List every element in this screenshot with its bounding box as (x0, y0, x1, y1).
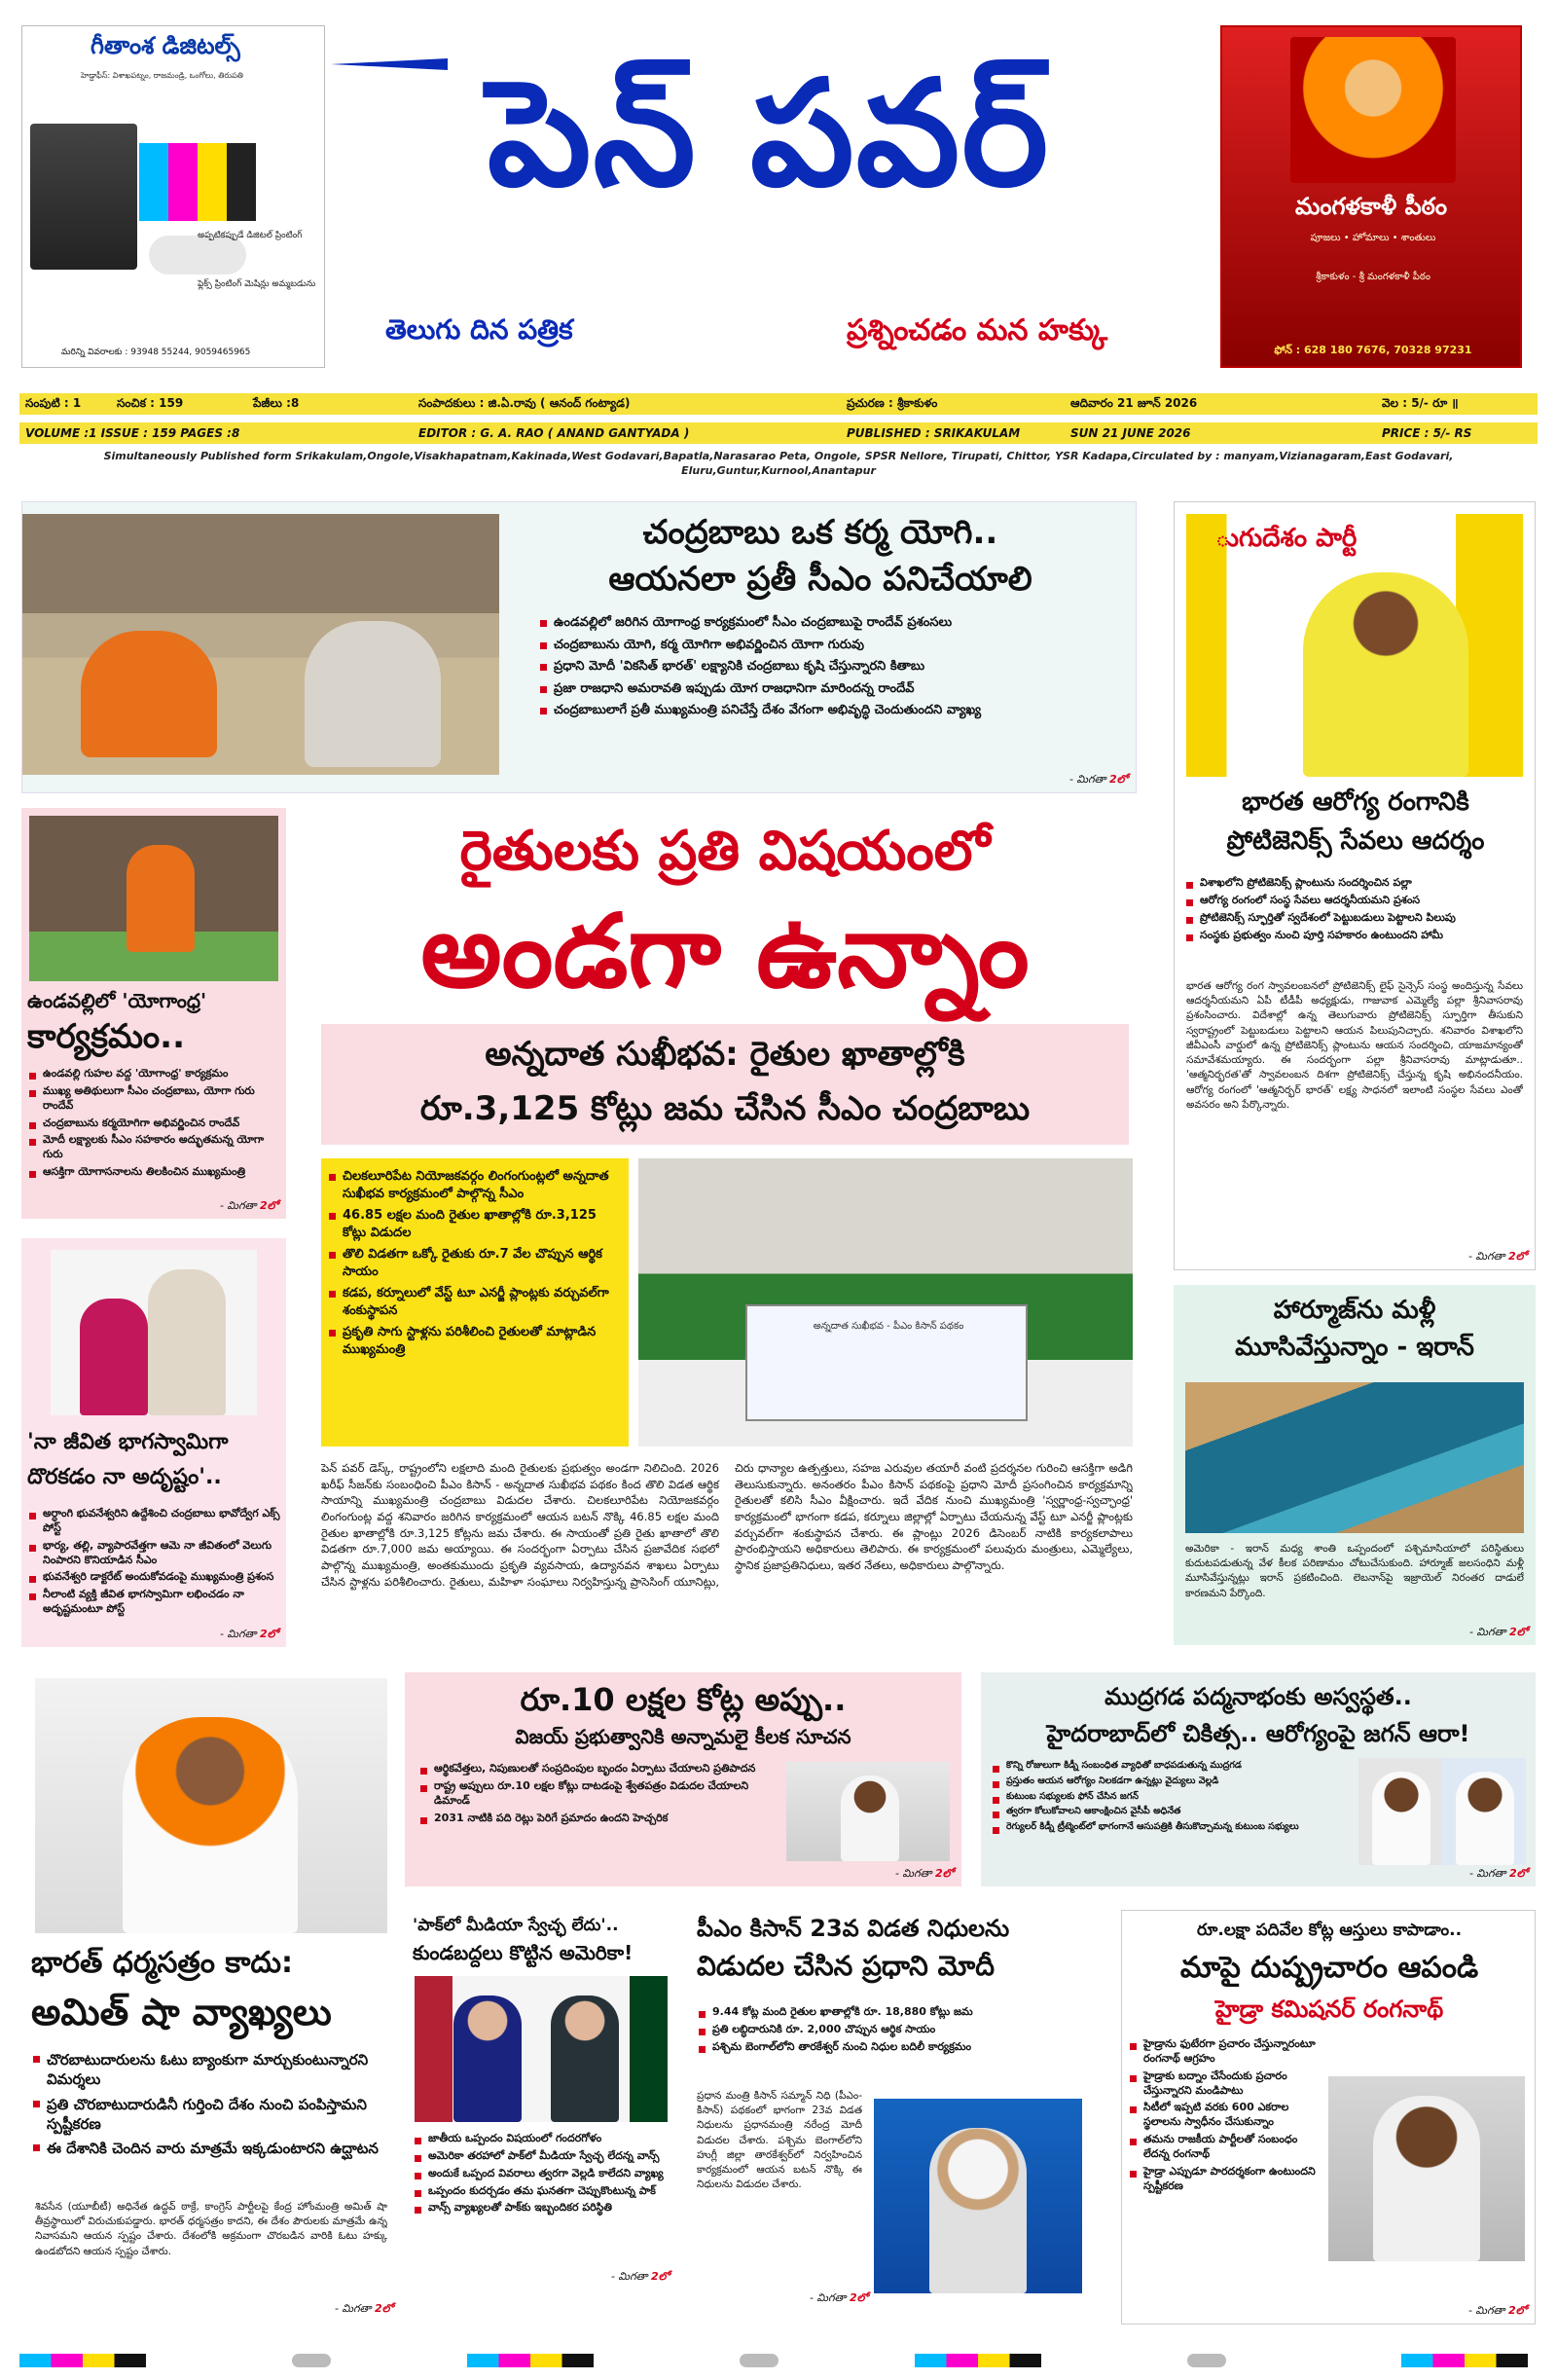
pak-headline-2: కుండబద్దలు కొట్టిన అమెరికా! (413, 1941, 634, 1964)
story-hydra (1121, 1910, 1536, 2325)
ad-right-title: మంగళకాళీ పీఠం (1294, 193, 1448, 220)
continued-note: - మిగతా 2లో (1068, 773, 1128, 786)
ranganath-figure (1373, 2096, 1480, 2261)
yogandhra-bullets (27, 1067, 280, 1183)
list-item: అర్ధాంగి భువనేశ్వరిని ఉద్దేశించి చంద్రబాబు భావోద్వేగ ఎక్స్ పోస్ట్ (27, 1507, 280, 1536)
list-item: విశాఖలోని ప్రోటిజెనిక్స్ ప్లాంటును సందర్శించిన పల్లా (1184, 876, 1525, 891)
list-item: కొన్ని రోజులుగా కిడ్నీ సంబంధిత వ్యాధితో బాధపడుతున్న ముద్రగడ (991, 1760, 1351, 1773)
list-item: తొలి విడతగా ఒక్కో రైతుకు రూ.7 వేల చొప్పున ఆర్థిక సాయం (327, 1246, 623, 1280)
published-en: PUBLISHED : SRIKAKULAM (847, 426, 1021, 440)
debt-headline-2: విజయ్ ప్రభుత్వానికి అన్నామలై కీలక సూచన (515, 1725, 851, 1748)
price-te: వెల : 5/- రూ ॥ (1382, 395, 1459, 410)
cbn-figure (148, 1269, 226, 1415)
info-bar-telugu (19, 393, 1538, 415)
story-mudragada (981, 1672, 1536, 1886)
gray-swatch (292, 2354, 331, 2367)
print-registration-marks (0, 2354, 1557, 2369)
amit-headline-2: అమిత్ షా వ్యాఖ్యలు (31, 1991, 332, 2033)
cbn-yogi-headline-1: చంద్రబాబు ఒక కర్మ యోగి.. (642, 513, 998, 552)
date-en: SUN 21 JUNE 2026 (1070, 426, 1191, 440)
jagan-figure (1456, 1772, 1514, 1865)
story-pak-media (405, 1908, 677, 2326)
modi-figure (929, 2128, 1027, 2293)
ad-left-line-1: హెడ్డాఫీస్: విశాఖపట్నం, రాజమండ్రి, ఒంగోలు, తిరుపతి (81, 71, 243, 80)
list-item: ప్రధాని మోదీ 'వికసిత్ భారత్' లక్ష్యానికి చంద్రబాబు కృషి చేస్తున్నారని కితాబు (538, 658, 1122, 676)
ad-left-line-3: ఫ్లెక్స్ ప్రింటింగ్ మెషిన్లు అమ్మబడును (198, 279, 316, 289)
main-subhead-2: రూ.3,125 కోట్లు జమ చేసిన సీఎం చంద్రబాబు (419, 1089, 1031, 1128)
story-hormuz (1174, 1285, 1536, 1645)
list-item: ప్రోటిజెనిక్స్ స్ఫూర్తితో స్వదేశంలో పెట్టుబడులు పెట్టాలని పిలుపు (1184, 911, 1525, 926)
issue-te: సంచిక : 159 (117, 395, 184, 410)
palla-photo (1186, 514, 1523, 777)
masthead-title: పెన్ పవర్ (487, 50, 1051, 219)
list-item: ఆసక్తిగా యోగాసనాలను తిలకించిన ముఖ్యమంత్రి (27, 1165, 280, 1180)
editions-line: Simultaneously Published form Srikakulam,Ongole,Visakhapatnam,Kakinada,West Godavari,Bapatla,Narasarao Peta, Ongole, SPSR Nellore, Tirupati, Chittor, YSR Kadapa,Circulated by : manyam,Vizianagaram,East Godavari, Eluru,Guntur,Kurnool,Anantapur (103, 450, 1454, 477)
list-item: ఉండవల్లిలో జరిగిన యోగాంధ్ర కార్యక్రమంలో సీఎం చంద్రబాబుపై రాందేవ్ ప్రశంసలు (538, 614, 1122, 632)
protigenix-bullets (1184, 876, 1525, 945)
ad-right-line-3: ఫోన్ : 628 180 7676, 70328 97231 (1274, 344, 1472, 356)
main-body: పెన్ పవర్ డెస్క్, రాష్ట్రంలోని లక్షలాది మంది రైతులకు ప్రభుత్వం అండగా నిలిచింది. 2026 ఖరీఫ్ సీజన్‌కు సంబంధించి పీఎం కిసాన్ - అన్నదాత సుఖీభవ పథకం కింద తొలి విడత ఆర్థిక సాయాన్ని ముఖ్యమంత్రి చంద్రబాబు విడుదల చేశారు. చిలకలూరిపేట నియోజకవర్గం లింగంగుంట్ల వద్ద శనివారం జరిగిన కార్యక్రమంలో ఆయన బటన్ నొక్కి 46.85 లక్షల మంది రైతుల ఖాతాల్లోకి రూ.3,125 కోట్లను జమ చేశారు. ఈ సాయంతో ప్రతి రైతు ఖాతాలో తొలి విడతగా రూ.7,000 జమ అయ్యాయి. ఈ సందర్భంగా ఏర్పాటు చేసిన ప్రజావేదిక సభలో పాల్గొన్న ముఖ్యమంత్రి, అంతకుముందు ప్రకృతి వ్యవసాయ, ఉద్యానవన శాఖలు ఏర్పాటు చేసిన స్టాళ్లను పరిశీలించారు. రైతులు, మహిళా సంఘాలు నిర్వహిస్తున్న ప్రాసెసింగ్ యూనిట్లు, చిరు ధాన్యాల ఉత్పత్తులు, సహజ ఎరువుల తయారీ వంటి ప్రదర్శనల గురించి ఆసక్తిగా అడిగి తెలుసుకున్నారు. అనంతరం పీఎం కిసాన్ పథకంపై ప్రధాని మోదీ ప్రసంగించిన కార్యక్రమాన్ని రైతులతో కలిసి సీఎం వీక్షించారు. ఇదే వేదిక నుంచి ముఖ్యమంత్రి 'స్వర్ణాంధ్ర-స్వచ్ఛాంధ్ర' కార్యక్రమంలో భాగంగా కడప, కర్నూలు జిల్లాల్లో ఏర్పాటు చేయనున్న వేస్ట్ టూ ఎనర్జీ ప్లాంట్లకు వర్చువల్‌గా శంకుస్థాపన చేశారు. ఈ ప్లాంట్లు 2026 డిసెంబర్ నాటికి కార్యకలాపాలు ప్రారంభిస్తాయని అధికారులు తెలిపారు. ఈ కార్యక్రమంలో పలువురు మంత్రులు, ఎమ్మెల్యేలు, స్థానిక ప్రజాప్రతినిధులు, ఇతర నేతలు, అధికారులు పాల్గొన్నారు. (321, 1461, 1133, 1589)
ad-left-title: గీతాంశ డిజిటల్స్ (91, 32, 240, 59)
story-yogandhra (21, 808, 286, 1219)
list-item: సంస్థకు ప్రభుత్వం నుంచి పూర్తి సహకారం ఉంటుందని హామీ (1184, 929, 1525, 943)
continued-note: - మిగతా 2లో (219, 1199, 278, 1212)
hormuz-body: అమెరికా - ఇరాన్ మధ్య శాంతి ఒప్పందంలో పశ్చిమాసియాలో పరిస్థితులు కుదుటపడుతున్న వేళ కీలక పరిణామం చోటుచేసుకుంది. హార్మూజ్ జలసంధిని మళ్లీ మూసివేస్తున్నట్లు ఇరాన్ ప్రకటించింది. లెబనాన్‌పై ఇజ్రాయెల్ నిరంతర దాడులే కారణమని పేర్కొంది. (1185, 1543, 1524, 1599)
cbn-figure (305, 621, 441, 767)
hormuz-satellite-photo (1185, 1382, 1524, 1533)
ramdev-cbn-photo (22, 514, 499, 775)
ad-left-line-4: మరిన్ని వివరాలకు : 93948 55244, 9059465965 (61, 348, 251, 357)
main-bullets (327, 1168, 623, 1363)
list-item: 2031 నాటికి పది రెట్లు పెరిగే ప్రమాదం ఉందని హెచ్చరిక (418, 1812, 778, 1826)
ad-right-line-2: శ్రీకాకుళం - శ్రీ మంగళకాళీ పీఠం (1316, 272, 1430, 282)
cheque-text: అన్నదాత సుఖీభవ - పీఎం కిసాన్ పథకం (813, 1321, 964, 1332)
list-item: 46.85 లక్షల మంది రైతుల ఖాతాల్లోకి రూ.3,125 కోట్లు విడుదల (327, 1207, 623, 1241)
list-item: నీలాంటి వ్యక్తి జీవిత భాగస్వామిగా లభించడం నా అదృష్టమంటూ పోస్ట్ (27, 1588, 280, 1617)
amit-body: శివసేన (యూబీటీ) అధినేత ఉద్ధవ్ ఠాక్రే, కాంగ్రెస్ పార్టీలపై కేంద్ర హోంమంత్రి అమిత్ షా తీవ్రస్థాయిలో విరుచుకుపడ్డారు. భారత్ ధర్మసత్రం కాదని, ఈ దేశం పౌరులకు మాత్రమే ఉన్న నివాసమని ఆయన స్పష్టం చేశారు. దేశంలోకి అక్రమంగా చొరబడిన వారికి ఓటు హక్కు ఉండబోదని ఆయన స్పష్టం చేశారు. (35, 2201, 387, 2257)
volume-te: సంపుటి : 1 (25, 395, 82, 410)
modi-photo (874, 2099, 1082, 2293)
vance-figure (453, 1996, 522, 2122)
masthead-tagline-right: ప్రశ్నించడం మన హక్కు (847, 313, 1108, 348)
continued-note: - మిగతా 2లో (1468, 1867, 1528, 1880)
main-headline: అండగా ఉన్నాం (420, 892, 1030, 1010)
ramdev-figure (81, 631, 217, 757)
annamalai-figure (841, 1776, 899, 1861)
palla-figure (1303, 572, 1468, 777)
amit-shah-figure (123, 1717, 298, 1933)
ad-left-line-2: అప్పటికప్పుడే డిజిటల్ ప్రింటింగ్ (198, 231, 303, 240)
ad-right-mangalakali (1220, 25, 1522, 368)
list-item: అమెరికా తరహాలో పాక్‌లో మీడియా స్వేచ్ఛ లేదన్న వాన్స్ (413, 2149, 670, 2164)
continued-note: - మిగతా 2లో (610, 2270, 670, 2283)
cbn-yogi-headline-2: ఆయనలా ప్రతీ సీఎం పనిచేయాలి (608, 560, 1032, 599)
story-pm-kisan (693, 1908, 1102, 2326)
editor-te: సంపాదకులు : జి.ఏ.రావు ( ఆనంద్ గంట్యాడ) (418, 395, 631, 410)
list-item: ఉండవల్లి గుహల వద్ద 'యోగాంధ్ర' కార్యక్రమం (27, 1067, 280, 1081)
list-item: ఒప్పందం కుదర్చడం తమ ఘనతగా చెప్పుకొంటున్న పాక్ (413, 2184, 670, 2199)
mudragada-jagan-photo (1358, 1758, 1526, 1865)
ad-right-line-1: పూజలు • హోమాలు • శాంతులు (1310, 233, 1436, 243)
protigenix-headline-2: ప్రోటిజెనిక్స్ సేవలు ఆదర్శం (1226, 826, 1485, 856)
ranganath-photo (1328, 2076, 1525, 2261)
pmkisan-bullets (697, 2005, 1086, 2058)
ink-bottles-illustration (139, 143, 256, 221)
continued-note: - మిగతా 2లో (1467, 1250, 1527, 1263)
pmkisan-headline-2: విడుదల చేసిన ప్రధాని మోదీ (697, 1950, 995, 1982)
continued-note: - మిగతా 2లో (334, 2302, 393, 2315)
list-item: పశ్చిమ బెంగాల్‌లోని తారకేశ్వర్ నుంచి నిధుల బదిలీ కార్యక్రమం (697, 2040, 1086, 2055)
amit-bullets (31, 2050, 391, 2163)
protigenix-headline-1: భారత ఆరోగ్య రంగానికి (1242, 787, 1469, 817)
ramdev-pose-figure (127, 845, 195, 952)
pmkisan-headline-1: పీఎం కిసాన్ 23వ విడత నిధులను (697, 1915, 1010, 1942)
list-item: రాష్ట్ర అప్పులు రూ.10 లక్షల కోట్లు దాటడంపై శ్వేతపత్రం విడుదల చేయాలని డిమాండ్ (418, 1779, 778, 1809)
sharif-figure (551, 1996, 619, 2122)
hormuz-headline-1: హార్మూజ్‌ను మళ్లీ (1273, 1296, 1436, 1325)
list-item: హైడ్రాకు బద్నాం చేసేందుకు ప్రచారం చేస్తున్నారని మండిపాటు (1128, 2069, 1322, 2099)
bhuvaneshwari-figure (80, 1299, 148, 1415)
swami-photo (1290, 37, 1456, 183)
mudragada-headline-1: ముద్రగడ పద్మనాభంకు అస్వస్థత.. (1104, 1683, 1412, 1710)
list-item: త్వరగా కోలుకోవాలని ఆకాంక్షించిన వైసీపీ అధినేత (991, 1806, 1351, 1818)
main-subhead-1: అన్నదాత సుఖీభవ: రైతుల ఖాతాల్లోకి (485, 1035, 965, 1074)
pak-bullets (413, 2132, 670, 2218)
debt-headline-1: రూ.10 లక్షల కోట్ల అప్పు.. (520, 1681, 847, 1718)
list-item: ఆరోగ్య రంగంలో సంస్థ సేవలు ఆదర్శనీయమని ప్రశంస (1184, 894, 1525, 908)
printer-illustration (30, 124, 137, 270)
cbn-yogi-bullets (538, 614, 1122, 724)
continued-note: - మిగతా 2లో (894, 1867, 954, 1880)
hydra-headline-2: మాపై దుష్ప్రచారం ఆపండి (1179, 1951, 1479, 1985)
list-item: జాతీయ ఒప్పందం విషయంలో గందరగోళం (413, 2132, 670, 2146)
protigenix-body: భారత ఆరోగ్య రంగ స్వావలంబనలో ప్రోటిజెనిక్స్ లైఫ్ సైన్సెస్ సంస్థ అందిస్తున్న సేవలు ఆదర్శనీయమని ఏపీ టీడీపీ అధ్యక్షుడు, గాజువాక ఎమ్మెల్యే పల్లా శ్రీనివాసరావు ప్రశంసించారు. విదేశాల్లో ఉన్న తెలుగువారు ప్రోటిజెనిక్స్ స్ఫూర్తిగా తీసుకుని స్వరాష్ట్రంలో పెట్టుబడులు పెట్టాలని ఆయన పిలుపునిచ్చారు. శనివారం విశాఖలోని జీవీఎంసీ వార్డులో ఉన్న ప్రోటిజెనిక్స్ ప్లాంటును ఆయన సందర్శించి, యాజమాన్యంతో సమావేశమయ్యారు. ఈ సందర్భంగా పల్లా శ్రీనివాసరావు మాట్లాడుతూ.. 'ఆత్మనిర్భరత'తో స్వావలంబన దిశగా ప్రోటిజెనిక్స్ చేస్తున్న కృషి అభినందనీయం. ఆరోగ్య రంగంలో 'ఆత్మనిర్భర్ భారత్' లక్ష్య సాధనలో ఇలాంటి సంస్థల సేవలు ఎంతో అవసరం అని పేర్కొన్నారు. (1186, 980, 1523, 1111)
mudragada-bullets (991, 1760, 1351, 1837)
list-item: కడప, కర్నూలులో వేస్ట్ టూ ఎనర్జీ ప్లాంట్లకు వర్చువల్‌గా శంకుస్థాపన (327, 1285, 623, 1319)
yogandhra-headline-1: ఉండవల్లిలో 'యోగాంధ్ర' (27, 989, 207, 1012)
list-item: చంద్రబాబును యోగి, కర్మ యోగిగా అభివర్ణించిన యోగా గురువు (538, 637, 1122, 654)
story-amit-shah (21, 1665, 401, 2322)
list-item: చొరబాటుదారులను ఓటు బ్యాంకుగా మార్చుకుంటున్నారని విమర్శలు (31, 2050, 391, 2090)
price-en: PRICE : 5/- RS (1382, 426, 1472, 440)
list-item: భార్య, తల్లి, వ్యాపారవేత్తగా ఆమె నా జీవితంలో వెలుగు నింపారని కొనియాడిన సీఎం (27, 1539, 280, 1568)
editor-en: EDITOR : G. A. RAO ( ANAND GANTYADA ) (418, 426, 690, 440)
wife-headline-2: దొరకడం నా అదృష్టం'.. (27, 1465, 222, 1489)
pak-headline-1: 'పాక్‌లో మీడియా స్వేచ్ఛ లేదు'.. (413, 1916, 619, 1935)
list-item: ప్రతి లబ్ధిదారునికి రూ. 2,000 చొప్పున ఆర్థిక సాయం (697, 2023, 1086, 2037)
list-item: 9.44 కోట్ల మంది రైతుల ఖాతాల్లోకి రూ. 18,880 కోట్లు జమ (697, 2005, 1086, 2020)
continued-note: - మిగతా 2లో (219, 1628, 278, 1640)
list-item: సిటీలో ఇప్పటి వరకు 600 ఎకరాల స్థలాలను స్వాధీనం చేసుకున్నాం (1128, 2101, 1322, 2130)
volume-en: VOLUME :1 ISSUE : 159 PAGES :8 (25, 426, 240, 440)
ramdev-yoga-photo (29, 816, 278, 981)
color-bar (915, 2354, 1041, 2367)
list-item: చిలకలూరిపేట నియోజకవర్గం లింగంగుంట్లలో అన్నదాత సుఖీభవ కార్యక్రమంలో పాల్గొన్న సీఎం (327, 1168, 623, 1202)
list-item: ప్రస్తుతం ఆయన ఆరోగ్యం నిలకడగా ఉన్నట్లు వైద్యులు వెల్లడి (991, 1776, 1351, 1788)
hydra-headline-3: హైడ్రా కమిషనర్ రంగనాథ్ (1214, 1996, 1444, 2023)
list-item: హైడ్రాను ఫుటేరగా ప్రచారం చేస్తున్నారంటూ రంగనాథ్ ఆగ్రహం (1128, 2037, 1322, 2067)
hormuz-headline-2: మూసివేస్తున్నాం - ఇరాన్ (1235, 1333, 1474, 1362)
list-item: చంద్రబాబును కర్మయోగిగా అభివర్ణించిన రాందేవ్ (27, 1117, 280, 1131)
pmkisan-body: ప్రధాన మంత్రి కిసాన్ సమ్మాన్ నిధి (పీఎం-కిసాన్) పథకంలో భాగంగా 23వ విడత నిధులను ప్రధానమంత్రి నరేంద్ర మోదీ విడుదల చేశారు. పశ్చిమ బెంగాల్‌లోని హుగ్లీ జిల్లా తారకేశ్వర్‌లో నిర్వహించిన కార్యక్రమంలో ఆయన బటన్ నొక్కి ఈ నిధులను విడుదల చేశారు. (697, 2090, 862, 2191)
main-bullet-box (321, 1158, 629, 1446)
list-item: ఈ దేశానికి చెందిన వారు మాత్రమే ఇక్కడుంటారని ఉద్ఘాటన (31, 2139, 391, 2158)
debt-bullets (418, 1762, 778, 1828)
list-item: ఆర్థికవేత్తలు, నిపుణులతో సంప్రదింపుల బృందం ఏర్పాటు చేయాలని ప్రతిపాదన (418, 1762, 778, 1776)
continued-note: - మిగతా 2లో (1468, 1626, 1528, 1638)
list-item: వాన్స్ వ్యాఖ్యలతో పాక్‌కు ఇబ్బందికర పరిస్థితి (413, 2201, 670, 2215)
list-item: రెగ్యులర్ కిడ్నీ ట్రీట్మెంట్‌లో భాగంగానే ఆసుపత్రికి తీసుకొచ్చామన్న కుటుంబ సభ్యులు (991, 1821, 1351, 1834)
gray-swatch (740, 2354, 778, 2367)
gray-swatch (1187, 2354, 1226, 2367)
date-te: ఆదివారం 21 జూన్ 2026 (1070, 395, 1198, 410)
story-wife (21, 1238, 286, 1647)
list-item: మోదీ లక్ష్యాలకు సీఎం సహకారం అద్భుతమన్న యోగా గురు (27, 1133, 280, 1162)
hydra-bullets (1128, 2037, 1322, 2196)
pages-te: పేజీలు :8 (253, 395, 300, 410)
story-cbn-yogi (21, 501, 1137, 793)
list-item: ముఖ్య అతిథులుగా సీఎం చంద్రబాబు, యోగా గురు రాందేవ్ (27, 1084, 280, 1114)
list-item: అందుకే ఒప్పంద వివరాలు త్వరగా వెల్లడి కాలేదని వ్యాఖ్య (413, 2167, 670, 2181)
color-bar (1401, 2354, 1528, 2367)
info-bar-english (19, 422, 1538, 444)
story-debt-annamalai (405, 1672, 961, 1886)
list-item: తమను రాజకీయ పార్టీలతో సంబంధం లేదన్న రంగనాథ్ (1128, 2133, 1322, 2162)
amit-shah-photo (35, 1678, 387, 1933)
wife-headline-1: 'నా జీవిత భాగస్వామిగా (27, 1430, 229, 1454)
story-main-farmers (311, 808, 1139, 1640)
list-item: భువనేశ్వరి డాక్టరేట్ అందుకోవడంపై ముఖ్యమంత్రి ప్రశంస (27, 1570, 280, 1585)
main-kicker: రైతులకు ప్రతి విషయంలో (459, 820, 991, 883)
list-item: ప్రకృతి సాగు స్టాళ్లను పరిశీలించి రైతులతో మాట్లాడిన ముఖ్యమంత్రి (327, 1324, 623, 1358)
list-item: ప్రజా రాజధాని అమరావతి ఇప్పుడు యోగ రాజధానిగా మారిందన్న రాందేవ్ (538, 680, 1122, 698)
cheque-board (745, 1304, 1028, 1421)
list-item: చంద్రబాబులాగే ప్రతీ ముఖ్యమంత్రి పనిచేస్తే దేశం వేగంగా అభివృద్ధి చెందుతుందని వ్యాఖ్య (538, 702, 1122, 719)
hydra-headline-1: రూ.లక్షా పదివేల కోట్ల ఆస్తులు కాపాడాం.. (1196, 1921, 1463, 1940)
color-bar (19, 2354, 146, 2367)
masthead-tagline-left: తెలుగు దిన పత్రిక (385, 313, 573, 346)
mudragada-figure (1372, 1772, 1430, 1865)
cbn-bhuvaneshwari-photo (51, 1250, 257, 1415)
annamalai-photo (786, 1762, 950, 1861)
cheque-handover-photo (638, 1158, 1133, 1446)
tdp-banner-text: ుగుదేశం పార్టీ (1215, 524, 1358, 553)
vance-sharif-photo (415, 1976, 668, 2122)
mudragada-headline-2: హైదరాబాద్‌లో చికిత్స.. ఆరోగ్యంపై జగన్ ఆరా! (1046, 1720, 1470, 1747)
color-bar (467, 2354, 594, 2367)
list-item: కుటుంబ సభ్యులకు ఫోన్ చేసిన జగన్ (991, 1791, 1351, 1804)
story-protigenix (1174, 501, 1536, 1270)
wife-bullets (27, 1507, 280, 1620)
list-item: ప్రతి చొరబాటుదారుడినీ గుర్తించి దేశం నుంచి పంపిస్తామని స్పష్టీకరణ (31, 2095, 391, 2135)
ad-left-geetamsha (21, 25, 325, 368)
continued-note: - మిగతా 2లో (1467, 2304, 1527, 2317)
amit-headline-1: భారత్ ధర్మసత్రం కాదు: (31, 1946, 293, 1980)
published-te: ప్రచురణ : శ్రీకాకుళం (847, 395, 938, 410)
list-item: హైడ్రా ఎప్పుడూ పారదర్శకంగా ఉంటుందని స్పష్టీకరణ (1128, 2165, 1322, 2194)
continued-note: - మిగతా 2లో (809, 2291, 868, 2304)
yogandhra-headline-2: కార్యక్రమం.. (27, 1017, 186, 1056)
